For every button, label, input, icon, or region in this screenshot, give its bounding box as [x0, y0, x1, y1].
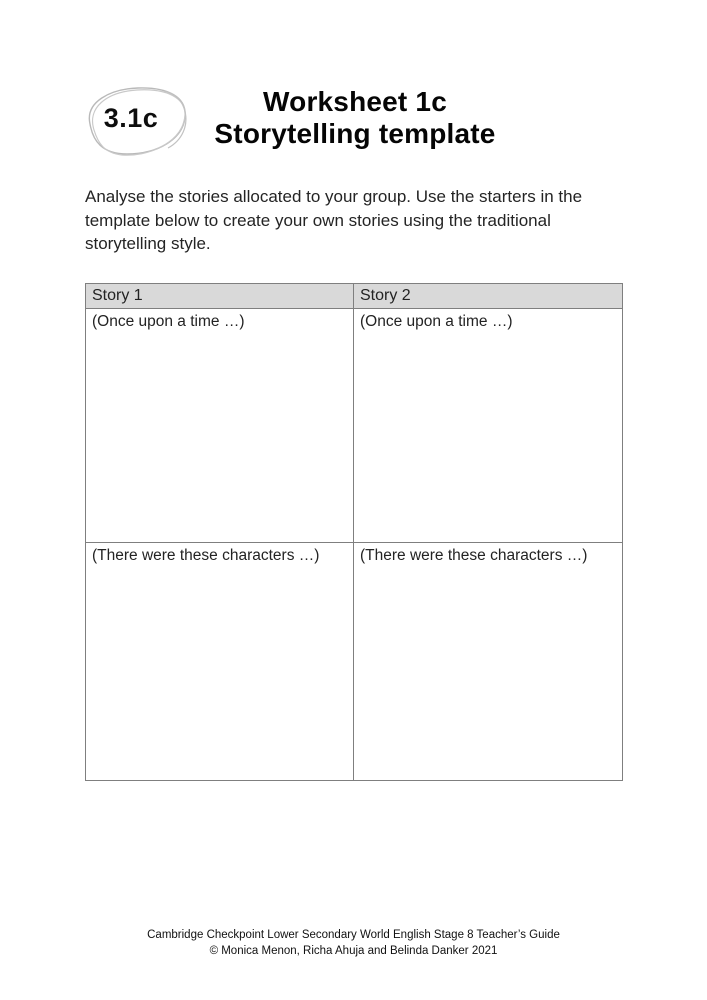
- intro-line-3: storytelling style.: [85, 234, 211, 253]
- badge-label: 3.1c: [103, 103, 159, 133]
- column-header-story-1: Story 1: [86, 284, 354, 309]
- page-title-line2: Storytelling template: [214, 118, 496, 149]
- intro-line-2: template below to create your own stories using the traditional: [85, 210, 551, 230]
- footer-line-2: © Monica Menon, Richa Ahuja and Belinda Danker 2021: [209, 945, 498, 957]
- table-row-characters: [86, 543, 623, 781]
- cell-story1-opening: (Once upon a time …): [86, 309, 354, 543]
- page-footer: [0, 927, 707, 959]
- cell-story2-characters: (There were these characters …): [354, 543, 623, 781]
- intro-line-1: Analyse the stories allocated to your group. Use the starters in the: [85, 187, 583, 206]
- cell-story1-characters: (There were these characters …): [86, 543, 354, 781]
- footer-line-1: Cambridge Checkpoint Lower Secondary World English Stage 8 Teacher’s Guide: [147, 929, 560, 941]
- page-title-line1: Worksheet 1c: [263, 86, 447, 117]
- intro-paragraph: [85, 185, 645, 256]
- column-header-story-2: Story 2: [354, 284, 623, 309]
- table-row-opening: [86, 309, 623, 543]
- storytelling-table: [85, 283, 623, 781]
- page-title: [145, 86, 565, 150]
- table-header-row: [86, 284, 623, 309]
- cell-story2-opening: (Once upon a time …): [354, 309, 623, 543]
